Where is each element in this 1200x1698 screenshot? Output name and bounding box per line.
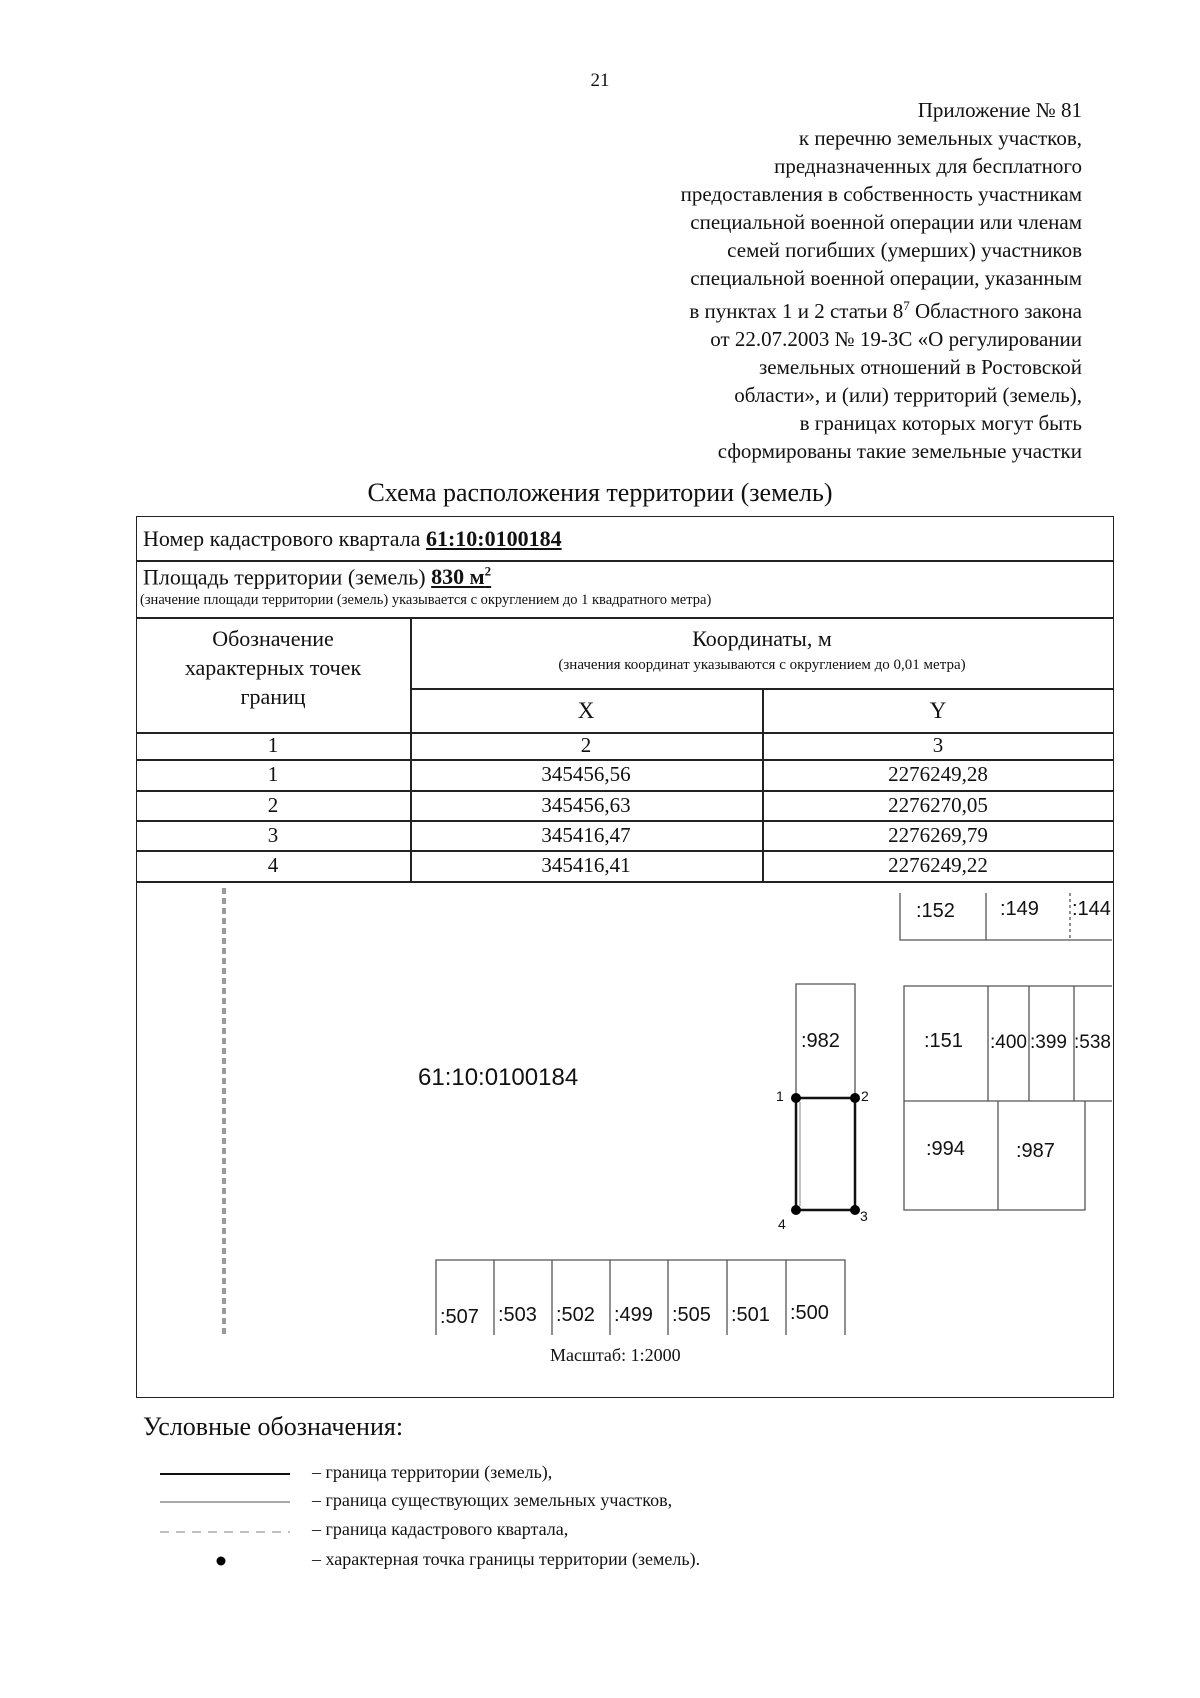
map-quarter-label: 61:10:0100184 [418, 1064, 579, 1091]
row-y: 2276270,05 [888, 793, 988, 817]
legend-item: – граница кадастрового квартала, [312, 1519, 569, 1539]
row-y: 2276249,22 [888, 853, 988, 877]
appendix-line: предназначенных для бесплатного [774, 154, 1082, 178]
quarter-value: 61:10:0100184 [425, 526, 562, 551]
row-x: 345456,56 [541, 762, 631, 786]
plot-label: :400 [990, 1032, 1027, 1053]
appendix-line: семей погибших (умерших) участников [727, 238, 1082, 262]
row-x: 345416,47 [541, 823, 631, 847]
appendix-line: от 22.07.2003 № 19-ЗС «О регулировании [710, 327, 1082, 351]
plot-label: :994 [926, 1138, 965, 1160]
plot-label: :502 [556, 1304, 595, 1326]
area-label: Площадь территории (земель) [143, 564, 432, 590]
points-header-line: границ [240, 684, 306, 709]
row-y: 2276269,79 [888, 823, 988, 847]
x-column-header: X [577, 698, 595, 723]
row-point: 3 [267, 823, 279, 847]
plot-label: :503 [498, 1304, 537, 1326]
points-header-line: характерных точек [184, 655, 362, 680]
appendix-line: области», и (или) территорий (земель), [734, 383, 1082, 407]
plot-label: :505 [672, 1304, 711, 1326]
row-x: 345456,63 [541, 793, 631, 817]
col-number: 1 [267, 733, 279, 757]
points-header-line: Обозначение [212, 626, 334, 651]
appendix-line: специальной военной операции, указанным [690, 266, 1082, 290]
plot-label: :507 [440, 1306, 479, 1328]
document-title: Схема расположения территории (земель) [367, 478, 833, 507]
appendix-line-suffix: Областного закона [909, 299, 1082, 323]
plot-label: :149 [1000, 898, 1039, 920]
plot-label: :152 [916, 900, 955, 922]
y-column-header: Y [929, 698, 947, 723]
appendix-line: Приложение № 81 [917, 98, 1082, 122]
coordinates-note: (значения координат указываются с округлением до 0,01 метра) [558, 657, 966, 673]
plot-label: :399 [1030, 1032, 1067, 1053]
row-y: 2276249,28 [888, 762, 988, 786]
appendix-line: в пунктах 1 и 2 статьи 8 [689, 299, 904, 323]
col-number: 3 [932, 733, 944, 757]
plot-label: :151 [924, 1030, 963, 1052]
legend-point-dot [217, 1557, 226, 1566]
page-number: 21 [590, 70, 610, 91]
coordinates-header: Координаты, м [692, 626, 832, 651]
legend-title: Условные обозначения: [143, 1412, 404, 1441]
row-point: 2 [267, 793, 279, 817]
point-label-4: 4 [778, 1216, 786, 1232]
legend-item: – граница территории (земель), [312, 1462, 553, 1482]
map-scale: Масштаб: 1:2000 [550, 1345, 681, 1365]
plot-label: :987 [1016, 1140, 1055, 1162]
legend-item: – характерная точка границы территории (земель). [312, 1549, 701, 1569]
appendix-line: к перечню земельных участков, [798, 126, 1082, 150]
row-x: 345416,41 [541, 853, 631, 877]
plot-label: :144 [1072, 898, 1111, 920]
appendix-line: предоставления в собственность участникам [680, 182, 1082, 206]
point-label-1: 1 [776, 1088, 784, 1104]
plot-label: :982 [801, 1030, 840, 1052]
point-label-2: 2 [861, 1088, 869, 1104]
point-label-3: 3 [860, 1208, 868, 1224]
plot-label: :538 [1074, 1032, 1111, 1053]
plot-label: :500 [790, 1302, 829, 1324]
row-point: 1 [267, 762, 279, 786]
area-value-text: 830 м [431, 564, 485, 590]
appendix-line: сформированы такие земельные участки [717, 439, 1082, 463]
plot-label: :501 [731, 1304, 770, 1326]
quarter-label: Номер кадастрового квартала [143, 526, 426, 551]
appendix-line: в границах которых могут быть [799, 411, 1082, 435]
col-number: 2 [580, 733, 592, 757]
article-superscript: 7 [903, 298, 910, 313]
row-point: 4 [267, 853, 279, 877]
plot-label: :499 [614, 1304, 653, 1326]
appendix-line: специальной военной операции или членам [690, 210, 1082, 234]
legend-item: – граница существующих земельных участков, [312, 1490, 673, 1510]
area-superscript: 2 [484, 564, 492, 579]
appendix-line: земельных отношений в Ростовской [758, 355, 1082, 379]
area-note: (значение площади территории (земель) указывается с округлением до 1 квадратного метра) [140, 592, 712, 608]
